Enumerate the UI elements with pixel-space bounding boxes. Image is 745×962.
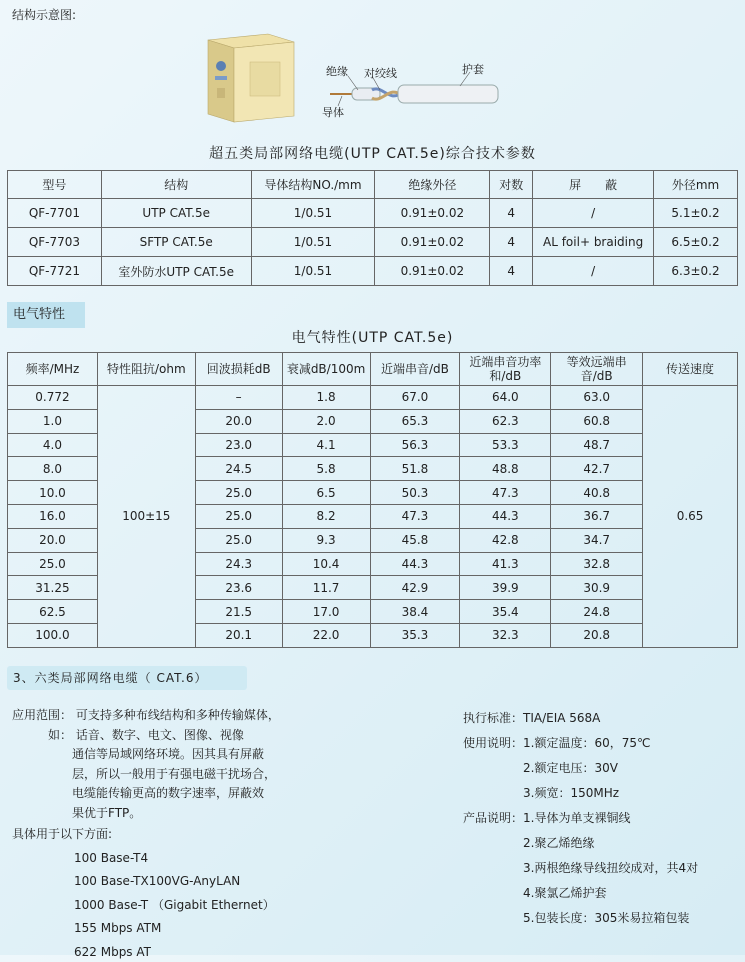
table1-cell: 1/0.51 [251, 228, 375, 257]
table2-cell: 20.1 [195, 623, 282, 647]
table1-cell: 4 [490, 199, 533, 228]
table2-cell: 60.8 [551, 409, 643, 433]
table2-cell: 6.5 [282, 481, 370, 505]
table2-cell: 17.0 [282, 600, 370, 624]
table2-cell: 50.3 [370, 481, 460, 505]
table2-cell: 67.0 [370, 386, 460, 410]
table2-cell: 42.9 [370, 576, 460, 600]
table2-cell: 32.3 [460, 623, 551, 647]
table1-cell: QF-7701 [8, 199, 102, 228]
table2-cell: 48.7 [551, 433, 643, 457]
table2-cell: 21.5 [195, 600, 282, 624]
table2-cell: 41.3 [460, 552, 551, 576]
section-cat6-heading: 3、六类局部网络电缆（ CAT.6） [7, 666, 247, 690]
table1-header: 屏 蔽 [533, 171, 654, 199]
table2-cell: 38.4 [370, 600, 460, 624]
table2-cell: 8.2 [282, 504, 370, 528]
table2-cell: 20.8 [551, 623, 643, 647]
electrical-table [7, 352, 738, 648]
spec-line: 2.聚乙烯绝缘 [463, 831, 698, 856]
table2-cell: 32.8 [551, 552, 643, 576]
table2-cell: 53.3 [460, 433, 551, 457]
spec-line: 3.两根绝缘导线扭绞成对，共4对 [463, 856, 698, 881]
table2-header: 近端串音/dB [370, 353, 460, 386]
table2-cell: 10.4 [282, 552, 370, 576]
table2-cell: 1.0 [8, 409, 98, 433]
table-row [8, 199, 738, 228]
desc-line: 如： 话音、数字、电文、图像、视像 [12, 726, 280, 746]
table1-header: 绝缘外径 [375, 171, 490, 199]
table2-cell: 22.0 [282, 623, 370, 647]
speed-cell: 0.65 [643, 386, 738, 648]
table2-header: 传送速度 [643, 353, 738, 386]
table2-cell: 23.0 [195, 433, 282, 457]
table-row [8, 386, 738, 410]
table1-cell: / [533, 199, 654, 228]
table2-cell: 64.0 [460, 386, 551, 410]
desc-line: 电缆能传输更高的数字速率，屏蔽效 [12, 784, 280, 804]
apply-heading: 具体用于以下方面: [12, 825, 280, 845]
cat5e-spec-table [7, 170, 738, 286]
table2-header: 衰减dB/100m [282, 353, 370, 386]
table2-cell: 62.3 [460, 409, 551, 433]
table2-header: 等效远端串音/dB [551, 353, 643, 386]
table2-cell: 5.8 [282, 457, 370, 481]
table2-cell: 36.7 [551, 504, 643, 528]
table2-cell: 9.3 [282, 528, 370, 552]
table1-cell: 0.91±0.02 [375, 228, 490, 257]
table1-title: 超五类局部网络电缆(UTP CAT.5e)综合技术参数 [0, 143, 745, 163]
table1-cell: / [533, 257, 654, 286]
apply-item: 155 Mbps ATM [12, 919, 280, 939]
impedance-cell: 100±15 [97, 386, 195, 648]
label-jacket: 护套 [462, 61, 484, 77]
table2-cell: 25.0 [195, 481, 282, 505]
table2-cell: 100.0 [8, 623, 98, 647]
apply-item: 100 Base-T4 [12, 849, 280, 869]
table2-header: 频率/MHz [8, 353, 98, 386]
table2-cell: 0.772 [8, 386, 98, 410]
table2-cell: 30.9 [551, 576, 643, 600]
apply-item: 622 Mbps AT [12, 943, 280, 962]
table1-cell: 0.91±0.02 [375, 257, 490, 286]
table1-header: 外径mm [654, 171, 738, 199]
table2-cell: 35.4 [460, 600, 551, 624]
table2-cell: 35.3 [370, 623, 460, 647]
cat6-specs [463, 706, 698, 931]
table1-cell: AL foil+ braiding [533, 228, 654, 257]
cat6-description [12, 706, 280, 962]
table2-cell: – [195, 386, 282, 410]
table1-header: 结构 [101, 171, 251, 199]
table2-cell: 48.8 [460, 457, 551, 481]
desc-line: 应用范围： 可支持多种布线结构和多种传输媒体， [12, 706, 280, 726]
table2-cell: 42.7 [551, 457, 643, 481]
table2-cell: 25.0 [195, 528, 282, 552]
spec-line: 5.包装长度：305米易拉箱包装 [463, 906, 698, 931]
table2-cell: 24.5 [195, 457, 282, 481]
table-row [8, 257, 738, 286]
table2-cell: 24.8 [551, 600, 643, 624]
table2-cell: 20.0 [8, 528, 98, 552]
table2-cell: 62.5 [8, 600, 98, 624]
table2-cell: 45.8 [370, 528, 460, 552]
label-insulation: 绝缘 [326, 63, 348, 79]
table1-header: 型号 [8, 171, 102, 199]
table1-cell: 6.3±0.2 [654, 257, 738, 286]
table2-cell: 10.0 [8, 481, 98, 505]
spec-line: 4.聚氯乙烯护套 [463, 881, 698, 906]
table2-cell: 25.0 [195, 504, 282, 528]
table2-cell: 42.8 [460, 528, 551, 552]
table2-cell: 8.0 [8, 457, 98, 481]
apply-item: 100 Base-TX100VG-AnyLAN [12, 872, 280, 892]
structure-heading: 结构示意图: [12, 6, 76, 23]
cable-structure-diagram [310, 60, 500, 120]
apply-item: 1000 Base-T （Gigabit Ethernet） [12, 896, 280, 916]
spec-line: 执行标准：TIA/EIA 568A [463, 706, 698, 731]
desc-line: 果优于FTP。 [12, 804, 280, 824]
table2-cell: 20.0 [195, 409, 282, 433]
table1-cell: 1/0.51 [251, 199, 375, 228]
table2-cell: 31.25 [8, 576, 98, 600]
label-twisted-pair: 对绞线 [364, 65, 397, 81]
table2-cell: 25.0 [8, 552, 98, 576]
section-electrical: 电气特性 [7, 302, 85, 328]
table1-cell: QF-7721 [8, 257, 102, 286]
cable-box-image [198, 30, 298, 124]
table2-cell: 47.3 [460, 481, 551, 505]
table2-cell: 39.9 [460, 576, 551, 600]
table2-title: 电气特性(UTP CAT.5e) [0, 327, 745, 347]
table2-cell: 51.8 [370, 457, 460, 481]
table1-cell: QF-7703 [8, 228, 102, 257]
table2-cell: 47.3 [370, 504, 460, 528]
table2-cell: 40.8 [551, 481, 643, 505]
table1-header: 导体结构NO./mm [251, 171, 375, 199]
table2-cell: 16.0 [8, 504, 98, 528]
spec-line: 使用说明：1.额定温度：60，75℃ [463, 731, 698, 756]
table-row [8, 228, 738, 257]
table1-cell: 4 [490, 228, 533, 257]
table1-header: 对数 [490, 171, 533, 199]
spec-line: 2.额定电压：30V [463, 756, 698, 781]
spec-line: 3.频宽：150MHz [463, 781, 698, 806]
table2-header: 近端串音功率和/dB [460, 353, 551, 386]
table2-cell: 4.1 [282, 433, 370, 457]
table1-cell: 1/0.51 [251, 257, 375, 286]
table1-cell: 5.1±0.2 [654, 199, 738, 228]
table2-cell: 4.0 [8, 433, 98, 457]
table2-cell: 24.3 [195, 552, 282, 576]
table1-cell: 6.5±0.2 [654, 228, 738, 257]
table2-cell: 23.6 [195, 576, 282, 600]
table2-header: 回波损耗dB [195, 353, 282, 386]
table2-cell: 11.7 [282, 576, 370, 600]
table1-cell: SFTP CAT.5e [101, 228, 251, 257]
table1-cell: UTP CAT.5e [101, 199, 251, 228]
table2-cell: 44.3 [370, 552, 460, 576]
table2-cell: 44.3 [460, 504, 551, 528]
desc-line: 通信等局域网络环境。因其具有屏蔽 [12, 745, 280, 765]
table2-cell: 1.8 [282, 386, 370, 410]
table2-cell: 56.3 [370, 433, 460, 457]
table2-header: 特性阻抗/ohm [97, 353, 195, 386]
table1-cell: 室外防水UTP CAT.5e [101, 257, 251, 286]
table2-cell: 63.0 [551, 386, 643, 410]
spec-line: 产品说明：1.导体为单支裸铜线 [463, 806, 698, 831]
label-conductor: 导体 [322, 104, 344, 120]
table2-cell: 34.7 [551, 528, 643, 552]
table1-cell: 4 [490, 257, 533, 286]
table2-cell: 65.3 [370, 409, 460, 433]
desc-line: 层，所以一般用于有强电磁干扰场合， [12, 765, 280, 785]
table2-cell: 2.0 [282, 409, 370, 433]
table1-cell: 0.91±0.02 [375, 199, 490, 228]
